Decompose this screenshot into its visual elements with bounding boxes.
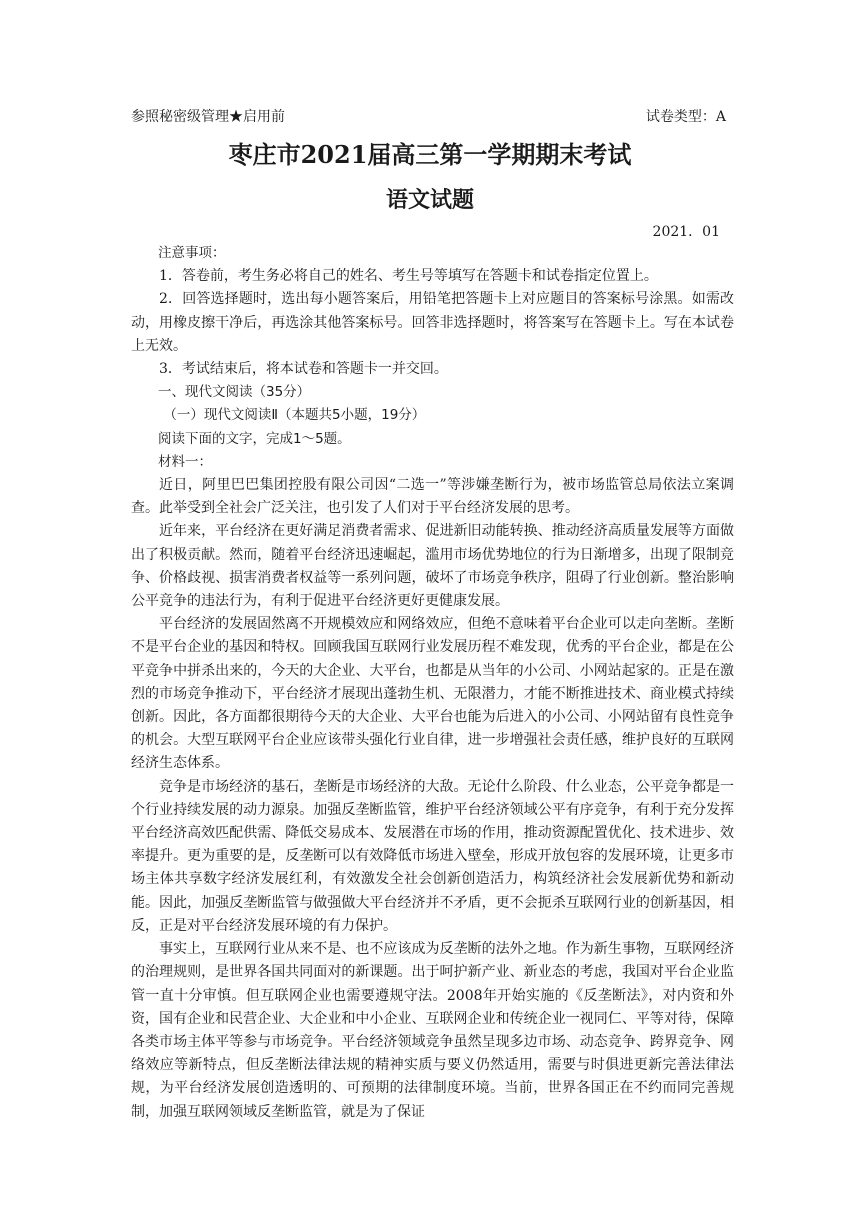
- notice-item-1: 1．答卷前，考生务必将自己的姓名、考生号等填写在答题卡和试卷指定位置上。: [159, 268, 658, 285]
- confidentiality-label: 参照秘密级管理★启用前: [131, 109, 285, 125]
- exam-body: [131, 242, 734, 1124]
- paragraph-2: 近年来，平台经济在更好满足消费者需求、促进新旧动能转换、推动经济高质量发展等方面做出了积极贡献。然而，随着平台经济迅速崛起，滥用市场优势地位的行为日渐增多，出现了限制竞争、价格歧视、损害消费者权益等一系列问题，破坏了市场竞争秩序，阻碍了行业创新。整治影响公平竞争的违法行为，有利于促进平台经济更好更健康发展。: [131, 523, 734, 610]
- paper-type-label: 试卷类型：A: [645, 109, 726, 125]
- paragraph-4: 竞争是市场经济的基石，垄断是市场经济的大敌。无论什么阶段、什么业态，公平竞争都是一个行业持续发展的动力源泉。加强反垄断监管，维护平台经济领域公平有序竞争，有利于充分发挥平台经济高效匹配供需、降低交易成本、发展潜在市场的作用，推动资源配置优化、技术进步、效率提升。更为重要的是，反垄断可以有效降低市场进入壁垒，形成开放包容的发展环境，让更多市场主体共享数字经济发展红利，有效激发全社会创新创造活力，构筑经济社会发展新优势和新动能。因此，加强反垄断监管与做强做大平台经济并不矛盾，更不会扼杀互联网行业的创新基因，相反，正是对平台经济发展环境的有力保护。: [131, 778, 734, 934]
- exam-title: 枣庄市2021届高三第一学期期末考试: [228, 140, 632, 169]
- section-subtitle: （一）现代文阅读Ⅱ（本题共5小题，19分）: [163, 407, 426, 424]
- notice-item-3: 3．考试结束后，将本试卷和答题卡一并交回。: [159, 361, 448, 378]
- exam-subtitle: 语文试题: [385, 187, 474, 213]
- material-label: 材料一：: [158, 453, 212, 470]
- section-title: 一、现代文阅读（35分）: [158, 384, 311, 401]
- paragraph-3: 平台经济的发展固然离不开规模效应和网络效应，但绝不意味着平台企业可以走向垄断。垄断不是平台企业的基因和特权。回顾我国互联网行业发展历程不难发现，优秀的平台企业，都是在公平竞争中拼杀出来的，今天的大企业、大平台，也都是从当年的小公司、小网站起家的。正是在激烈的市场竞争推动下，平台经济才展现出蓬勃生机、无限潜力，才能不断推进技术、商业模式持续创新。因此，各方面都很期待今天的大企业、大平台也能为后进入的小公司、小网站留有良性竞争的机会。大型互联网平台企业应该带头强化行业自律，进一步增强社会责任感，维护良好的互联网经济生态体系。: [131, 616, 734, 772]
- notice-item-2: 2．回答选择题时，选出每小题答案后，用铅笔把答题卡上对应题目的答案标号涂黑。如需改动，用橡皮擦干净后，再选涂其他答案标号。回答非选择题时，将答案写在答题卡上。写在本试卷上无效。: [131, 291, 734, 354]
- paragraph-1: 近日，阿里巴巴集团控股有限公司因“二选一”等涉嫌垄断行为，被市场监管总局依法立案调查。此举受到全社会广泛关注，也引发了人们对于平台经济发展的思考。: [131, 477, 734, 517]
- exam-date: 2021．01: [652, 224, 720, 240]
- paragraph-5: 事实上，互联网行业从来不是、也不应该成为反垄断的法外之地。作为新生事物，互联网经济的治理规则，是世界各国共同面对的新课题。出于呵护新产业、新业态的考虑，我国对平台企业监管一直十分审慎。但互联网企业也需要遵规守法。2008年开始实施的《反垄断法》，对内资和外资，国有企业和民营企业、大企业和中小企业、互联网企业和传统企业一视同仁、平等对待，保障各类市场主体平等参与市场竞争。平台经济领域竞争虽然呈现多边市场、动态竞争、跨界竞争、网络效应等新特点，但反垄断法律法规的精神实质与要义仍然适用，需要与时俱进更新完善法律法规，为平台经济发展创造透明的、可预期的法律制度环境。当前，世界各国正在不约而同完善规制，加强互联网领域反垄断监管，就是为了保证: [131, 941, 734, 1120]
- section-instruction: 阅读下面的文字，完成1～5题。: [158, 430, 351, 447]
- page-header: [131, 106, 734, 126]
- notice-heading: 注意事项：: [158, 245, 226, 261]
